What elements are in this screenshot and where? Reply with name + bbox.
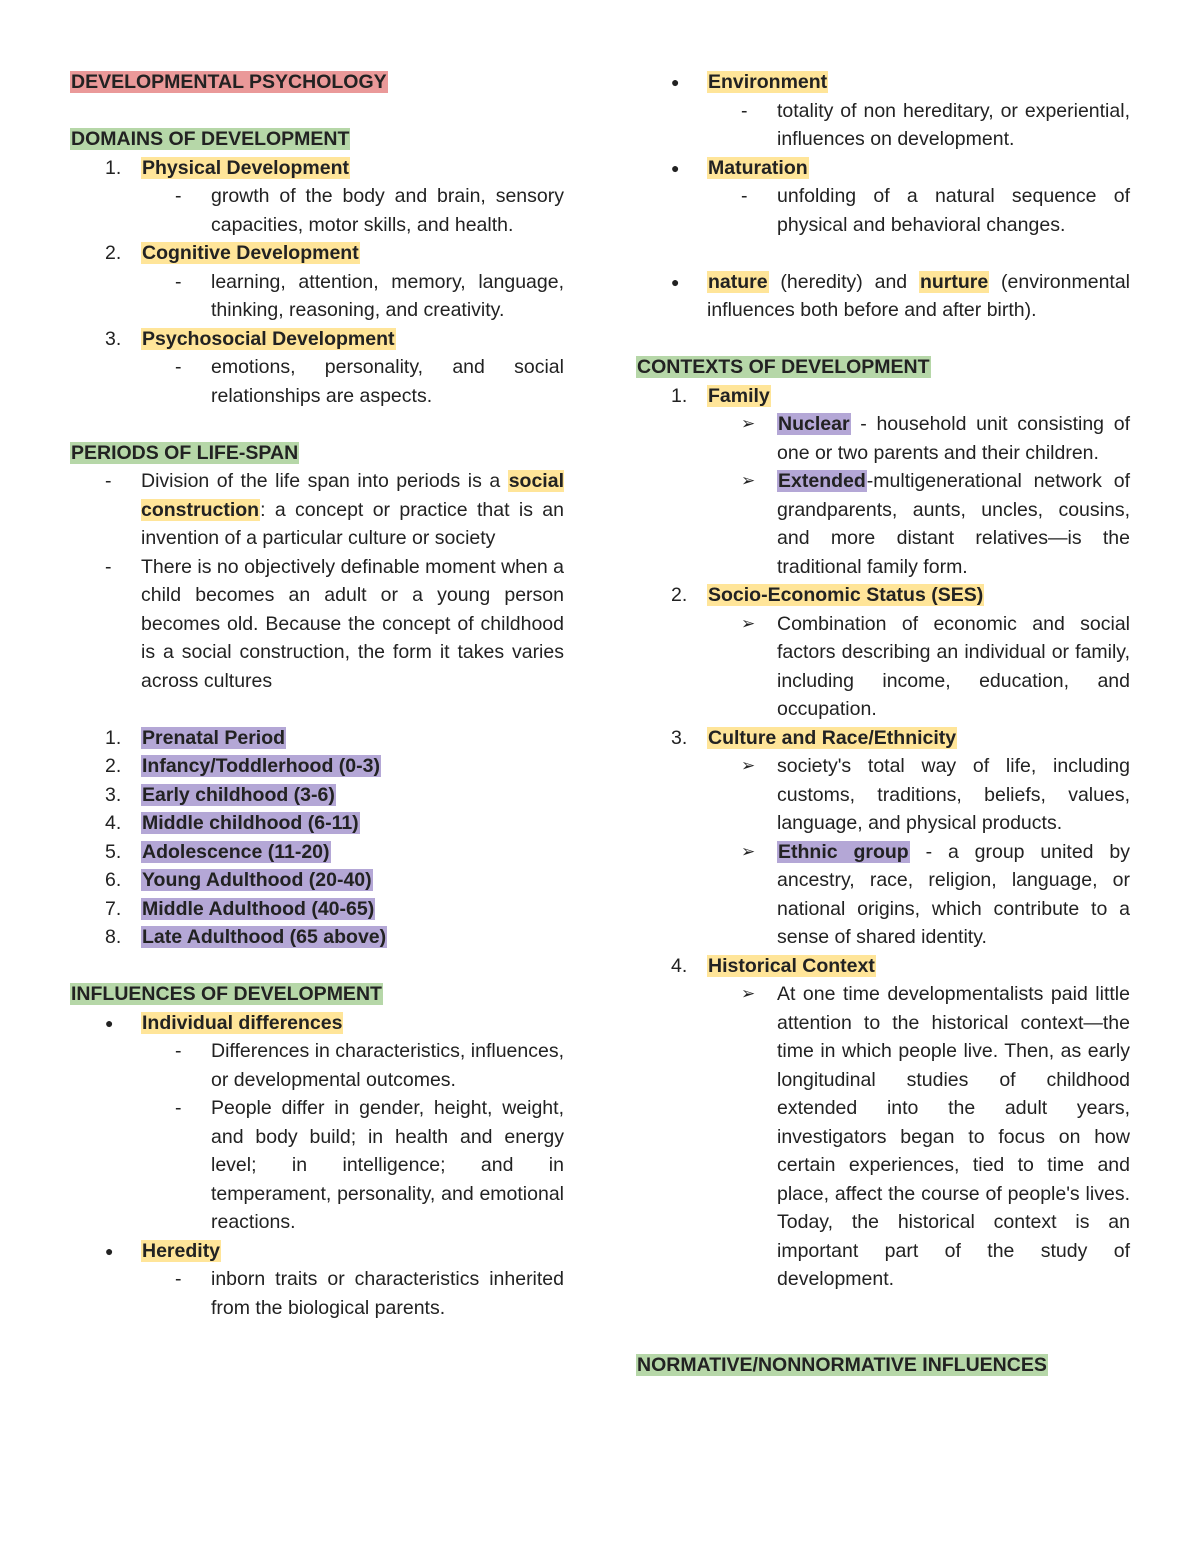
influence-item: ● Maturation: [636, 154, 1130, 183]
domain-desc: - emotions, personality, and social relationships are aspects.: [175, 356, 564, 407]
nature-nurture-item: ● nature (heredity) and nurture (environmental influences both before and after birth).: [636, 268, 1130, 325]
left-column: [70, 68, 564, 1322]
normative-heading: NORMATIVE/NONNORMATIVE INFLUENCES: [637, 1353, 1047, 1376]
arrow-bullet-icon: ➢: [741, 756, 756, 775]
periods-paragraph: - Division of the life span into periods is a social construction: a concept or practice that is an invention of a particular culture or society: [105, 470, 564, 549]
periods-list: [70, 724, 564, 952]
influence-item: ● Environment: [636, 68, 1130, 97]
arrow-bullet-icon: ➢: [741, 414, 756, 433]
right-column: [636, 68, 1130, 1379]
domains-heading: DOMAINS OF DEVELOPMENT: [71, 128, 350, 150]
context-item: 4. Historical Context: [671, 954, 875, 977]
influence-item: ● Heredity: [70, 1237, 564, 1266]
list-item: 7. Middle Adulthood (40-65): [105, 897, 375, 920]
influence-desc: - totality of non hereditary, or experiential, influences on development.: [741, 99, 1130, 150]
influence-desc: - unfolding of a natural sequence of physical and behavioral changes.: [741, 185, 1130, 236]
bullet-icon: ●: [105, 1014, 114, 1031]
contexts-heading: CONTEXTS OF DEVELOPMENT: [637, 356, 930, 378]
influence-desc: - inborn traits or characteristics inherited from the biological parents.: [175, 1268, 564, 1319]
list-item: 1. Prenatal Period: [105, 726, 286, 749]
context-desc: ➢ Extended-multigenerational network of grandparents, aunts, uncles, cousins, and more distant relatives—is the traditional family form.: [636, 467, 1130, 581]
domain-item: 3. Psychosocial Development: [105, 327, 395, 350]
list-item: 3. Early childhood (3-6): [105, 783, 335, 806]
arrow-bullet-icon: ➢: [741, 471, 756, 490]
document-title: DEVELOPMENTAL PSYCHOLOGY: [71, 71, 387, 93]
list-item: 4. Middle childhood (6-11): [105, 812, 359, 834]
arrow-bullet-icon: ➢: [741, 984, 756, 1003]
domain-label: Cognitive Development: [142, 242, 359, 264]
list-item: 2. Infancy/Toddlerhood (0-3): [105, 755, 380, 777]
bullet-icon: ●: [671, 273, 680, 290]
domain-label: Psychosocial Development: [142, 327, 395, 350]
domain-item: 2. Cognitive Development: [105, 242, 359, 264]
context-item: 2. Socio-Economic Status (SES): [671, 584, 984, 606]
context-item: 3. Culture and Race/Ethnicity: [671, 726, 957, 749]
periods-paragraph: - There is no objectively definable moment when a child becomes an adult or a young person becomes old. Because the concept of childhood is a social construction, the form it takes varies across cultures: [105, 555, 564, 692]
bullet-icon: ●: [105, 1242, 114, 1259]
context-item: 1. Family: [671, 384, 770, 407]
periods-heading: PERIODS OF LIFE-SPAN: [71, 441, 299, 464]
arrow-bullet-icon: ➢: [741, 841, 756, 861]
bullet-icon: ●: [671, 74, 680, 90]
context-desc: ➢ Ethnic group - a group united by ancestry, race, religion, language, or national origins, which contribute to a sense of shared identity.: [636, 838, 1130, 952]
arrow-bullet-icon: ➢: [741, 613, 756, 633]
list-item: 5. Adolescence (11-20): [105, 840, 330, 863]
influence-desc: - Differences in characteristics, influences, or developmental outcomes.: [175, 1040, 564, 1091]
domain-desc: - learning, attention, memory, language, thinking, reasoning, and creativity.: [175, 270, 564, 321]
context-desc: ➢ Combination of economic and social factors describing an individual or family, including income, education, and occupation.: [636, 610, 1130, 724]
domain-item: 1. Physical Development: [105, 156, 349, 179]
influence-item: ● Individual differences: [70, 1009, 564, 1038]
domain-desc: - growth of the body and brain, sensory capacities, motor skills, and health.: [175, 185, 564, 236]
influences-heading: INFLUENCES OF DEVELOPMENT: [71, 983, 382, 1005]
influence-desc: - People differ in gender, height, weight, and body build; in health and energy level; in intelligence; and in temperament, personality, and emotional reactions.: [175, 1097, 564, 1233]
social-construction-term: social construction: [141, 470, 564, 521]
bullet-icon: ●: [671, 159, 680, 176]
context-desc: ➢ society's total way of life, including customs, traditions, beliefs, values, language, and physical products.: [636, 752, 1130, 838]
domain-label: Physical Development: [142, 156, 349, 179]
list-item: 8. Late Adulthood (65 above): [105, 926, 387, 948]
context-desc: ➢ At one time developmentalists paid little attention to the historical context—the time in which people live. Then, as early longitudinal studies of childhood extended into the adult years, investigators began to focus on how certain experiences, tied to time and place, affect the course of people's lives. Today, the historical context is an important part of the study of development.: [636, 980, 1130, 1294]
context-desc: ➢ Nuclear - household unit consisting of one or two parents and their children.: [636, 410, 1130, 467]
list-item: 6. Young Adulthood (20-40): [105, 869, 372, 891]
